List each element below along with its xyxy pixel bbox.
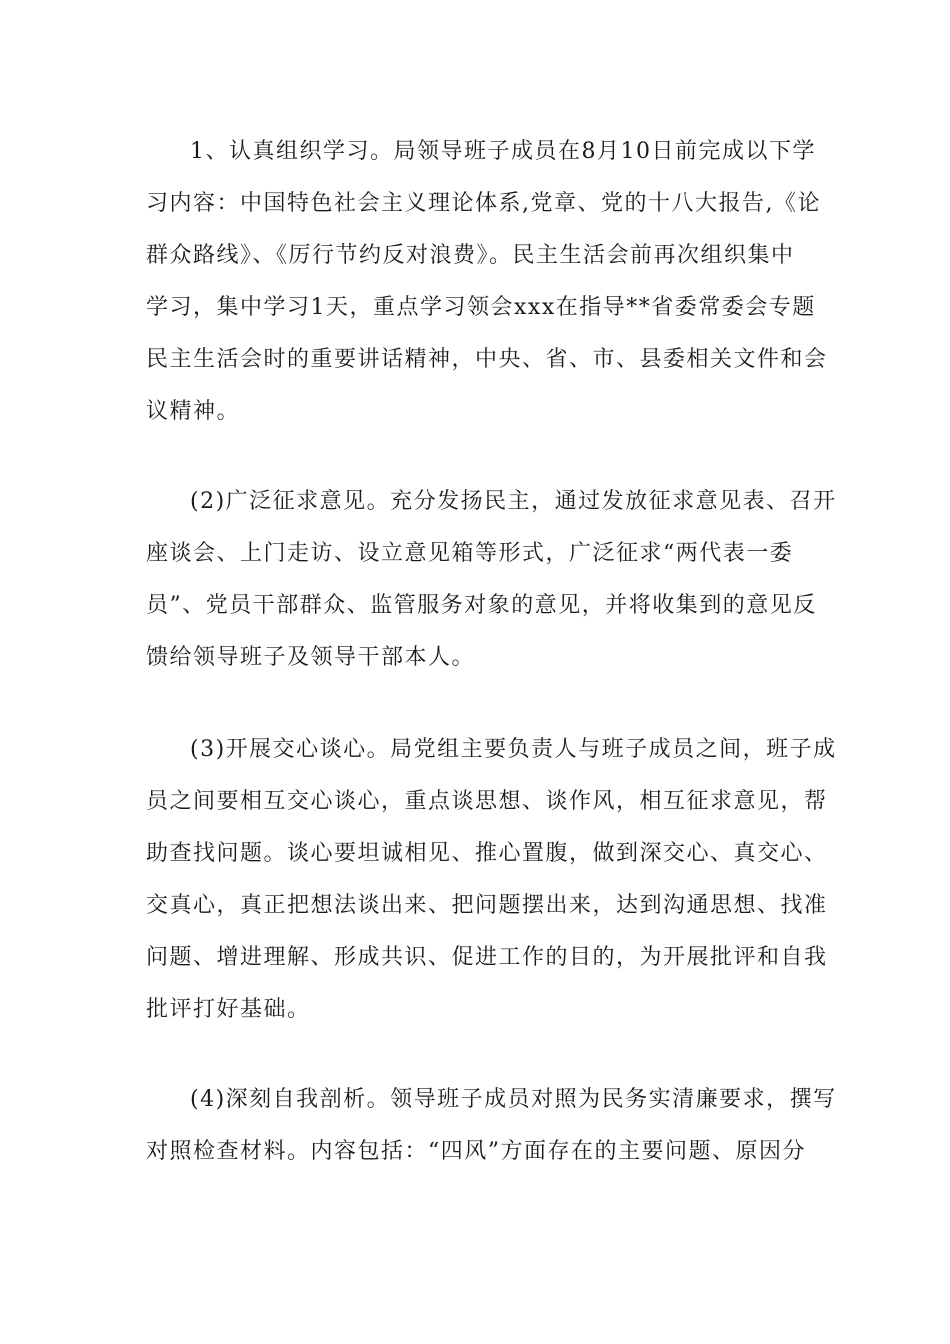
- paragraph-line: 员之间要相互交心谈心，重点谈思想、谈作风，相互征求意见，帮: [146, 789, 828, 814]
- paragraph-line: 学习，集中学习1天，重点学习领会xxx在指导**省委常委会专题: [146, 295, 816, 320]
- paragraph-line: 座谈会、上门走访、设立意见箱等形式，广泛征求“两代表一委: [146, 541, 794, 566]
- paragraph-heart-to-heart: [146, 724, 837, 1036]
- paragraph-line: 批评打好基础。: [146, 997, 311, 1022]
- paragraph-study: [146, 126, 828, 438]
- paragraph-line: 馈给领导班子及领导干部本人。: [146, 645, 476, 670]
- paragraph-line: 助查找问题。谈心要坦诚相见、推心置腹，做到深交心、真交心、: [146, 841, 828, 866]
- paragraph-line: 对照检查材料。内容包括：“四风”方面存在的主要问题、原因分: [146, 1139, 806, 1164]
- paragraph-line: 议精神。: [146, 399, 241, 424]
- paragraph-line: 交真心，真正把想法谈出来、把问题摆出来，达到沟通思想、找准: [146, 893, 828, 918]
- paragraph-line: 习内容：中国特色社会主义理论体系,党章、党的十八大报告,《论: [146, 191, 821, 216]
- paragraph-line: (4)深刻自我剖析。领导班子成员对照为民务实清廉要求，撰写: [190, 1087, 837, 1112]
- paragraph-line: 员”、党员干部群众、监管服务对象的意见，并将收集到的意见反: [146, 593, 817, 618]
- paragraph-line: 群众路线》、《厉行节约反对浪费》。民主生活会前再次组织集中: [146, 243, 795, 268]
- paragraph-self-analysis: [146, 1074, 837, 1178]
- paragraph-line: 问题、增进理解、形成共识、促进工作的目的，为开展批评和自我: [146, 945, 828, 970]
- paragraph-line: (3)开展交心谈心。局党组主要负责人与班子成员之间，班子成: [190, 737, 837, 762]
- paragraph-line: 民主生活会时的重要讲话精神，中央、省、市、县委相关文件和会: [146, 347, 828, 372]
- paragraph-line: (2)广泛征求意见。充分发扬民主，通过发放征求意见表、召开: [190, 489, 837, 514]
- paragraph-line: 1、认真组织学习。局领导班子成员在8月10日前完成以下学: [190, 139, 816, 164]
- paragraph-opinions: [146, 476, 837, 684]
